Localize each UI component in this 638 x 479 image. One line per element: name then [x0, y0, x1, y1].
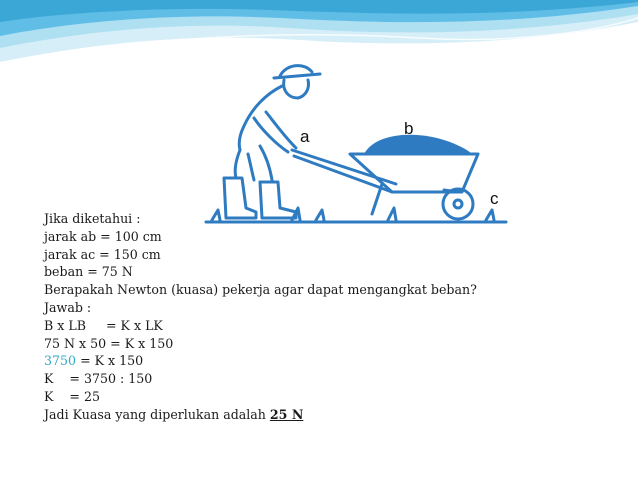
label-c: c	[490, 189, 499, 208]
text-line: jarak ac = 150 cm	[44, 246, 161, 262]
label-a: a	[300, 127, 310, 146]
text-line: 75 N x 50 = K x 150	[44, 335, 174, 351]
answer-line: Jadi Kuasa yang diperlukan adalah 25 N	[44, 406, 304, 422]
text-line: K = 3750 : 150	[44, 371, 153, 387]
text-line: B x LB = K x LK	[44, 317, 163, 333]
answer-value: 25 N	[269, 406, 304, 422]
highlight-value: 3750	[44, 353, 77, 369]
problem-text	[44, 210, 604, 424]
question-line: Berapakah Newton (kuasa) pekerja agar dapat mengangkat beban?	[44, 282, 477, 298]
load-shape	[364, 135, 472, 154]
text-line: K = 25	[44, 388, 101, 404]
text-line: jarak ab = 100 cm	[44, 228, 162, 244]
text-line: beban = 75 N	[44, 264, 133, 280]
text-line: Jawab :	[44, 299, 92, 315]
text-line: 3750 = K x 150	[44, 353, 144, 369]
text-line: Jika diketahui :	[44, 211, 141, 226]
wheelbarrow-illustration	[196, 52, 516, 234]
label-b: b	[404, 119, 414, 138]
